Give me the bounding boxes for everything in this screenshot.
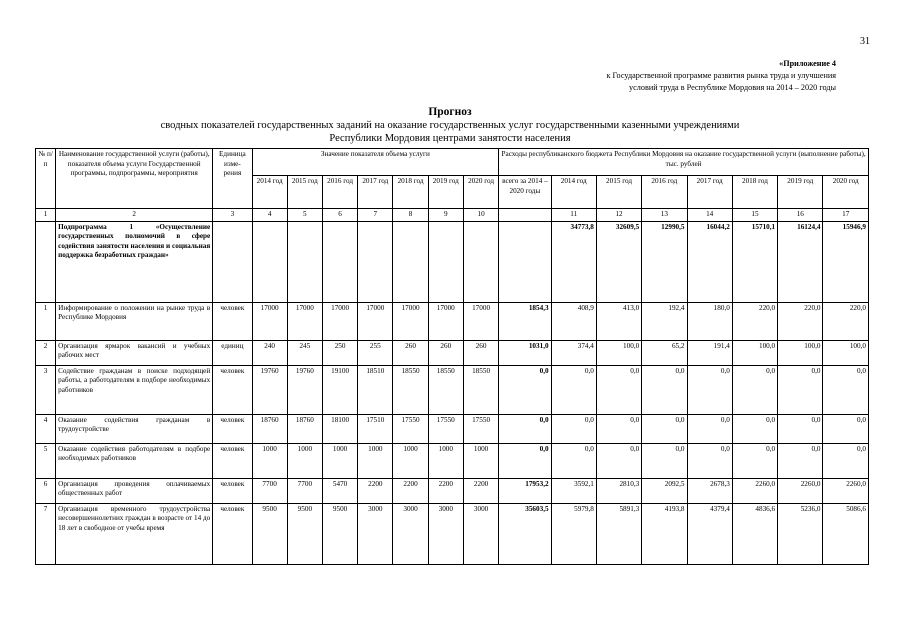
row-expense-value: 408,9	[551, 302, 596, 340]
header-volume-year: 2014 год	[252, 176, 287, 209]
header-expense-year: 2019 год	[778, 176, 823, 209]
row-volume-value: 1000	[463, 443, 498, 478]
header-expense-year: 2016 год	[642, 176, 687, 209]
row-name: Оказание содействия работодателям в подборе необходимых работников	[56, 443, 213, 478]
row-expense-value: 4193,8	[642, 503, 687, 564]
row-volume-value: 18550	[393, 365, 428, 414]
appendix-line-3: условий труда в Республике Мордовия на 2014 – 2020 годы	[629, 83, 836, 92]
row-volume-value: 245	[287, 340, 322, 365]
row-unit: человек	[213, 478, 252, 503]
subprogram-expense: 15710,1	[732, 221, 777, 302]
header-volume-year: 2016 год	[322, 176, 357, 209]
row-volume-value: 2200	[358, 478, 393, 503]
row-expense-value: 0,0	[642, 365, 687, 414]
row-volume-value: 1000	[428, 443, 463, 478]
row-volume-value: 1000	[287, 443, 322, 478]
column-number: 8	[393, 209, 428, 222]
row-expense-value: 0,0	[732, 443, 777, 478]
row-expense-value: 4836,6	[732, 503, 777, 564]
subprogram-expense: 34773,8	[551, 221, 596, 302]
table-row	[36, 414, 869, 443]
row-expense-value: 220,0	[823, 302, 869, 340]
row-expense-value: 2260,0	[732, 478, 777, 503]
row-expense-value: 0,0	[732, 365, 777, 414]
column-number: 6	[322, 209, 357, 222]
table-row	[36, 503, 869, 564]
table-row	[36, 365, 869, 414]
row-expense-value: 100,0	[823, 340, 869, 365]
column-number: 3	[213, 209, 252, 222]
row-unit: человек	[213, 414, 252, 443]
row-volume-value: 9500	[287, 503, 322, 564]
header-volume-year: 2018 год	[393, 176, 428, 209]
row-expense-value: 0,0	[778, 443, 823, 478]
row-expense-total: 1854,3	[499, 302, 551, 340]
row-expense-value: 5891,3	[596, 503, 641, 564]
column-number-row	[36, 209, 869, 222]
header-unit: Единица изме-рения	[213, 149, 252, 209]
row-volume-value: 260	[393, 340, 428, 365]
row-volume-value: 2200	[428, 478, 463, 503]
row-volume-value: 260	[428, 340, 463, 365]
row-unit: человек	[213, 503, 252, 564]
column-number: 10	[463, 209, 498, 222]
row-volume-value: 2200	[463, 478, 498, 503]
row-expense-value: 65,2	[642, 340, 687, 365]
header-volume-year: 2015 год	[287, 176, 322, 209]
column-number: 14	[687, 209, 732, 222]
subprogram-volume	[322, 221, 357, 302]
column-number	[499, 209, 551, 222]
forecast-table	[35, 148, 869, 565]
row-expense-value: 0,0	[642, 414, 687, 443]
row-expense-value: 0,0	[642, 443, 687, 478]
header-volume-group: Значение показателя объема услуги	[252, 149, 499, 176]
row-num: 5	[36, 443, 56, 478]
row-volume-value: 3000	[463, 503, 498, 564]
row-volume-value: 18760	[287, 414, 322, 443]
header-expense-group: Расходы республиканского бюджета Республики Мордовия на оказание государственной услуги (выполнение работы), тыс. рублей	[499, 149, 869, 176]
row-volume-value: 18550	[463, 365, 498, 414]
row-expense-value: 100,0	[732, 340, 777, 365]
row-volume-value: 18100	[322, 414, 357, 443]
row-expense-value: 191,4	[687, 340, 732, 365]
header-name: Наименование государственной услуги (работы), показателя объема услуги Государственной программы, подпрограммы, мероприятия	[56, 149, 213, 209]
subprogram-volume	[463, 221, 498, 302]
subprogram-expense: 32609,5	[596, 221, 641, 302]
subprogram-expense: 16044,2	[687, 221, 732, 302]
row-volume-value: 7700	[287, 478, 322, 503]
title-line-1: Прогноз	[428, 106, 472, 118]
row-volume-value: 19100	[322, 365, 357, 414]
row-volume-value: 18760	[252, 414, 287, 443]
header-expense-year: 2015 год	[596, 176, 641, 209]
row-expense-total: 17953,2	[499, 478, 551, 503]
row-expense-value: 2092,5	[642, 478, 687, 503]
row-expense-value: 0,0	[687, 443, 732, 478]
header-expense-year: 2020 год	[823, 176, 869, 209]
column-number: 12	[596, 209, 641, 222]
page-number: 31	[860, 36, 870, 47]
row-num: 1	[36, 302, 56, 340]
row-unit: человек	[213, 302, 252, 340]
row-expense-value: 192,4	[642, 302, 687, 340]
row-expense-value: 3592,1	[551, 478, 596, 503]
column-number: 1	[36, 209, 56, 222]
row-expense-value: 0,0	[596, 414, 641, 443]
header-volume-year: 2020 год	[463, 176, 498, 209]
row-volume-value: 17510	[358, 414, 393, 443]
row-name: Организация проведения оплачиваемых общественных работ	[56, 478, 213, 503]
row-name: Содействие гражданам в поиске подходящей работы, а работодателям в подборе необходимых работников	[56, 365, 213, 414]
row-volume-value: 7700	[252, 478, 287, 503]
row-expense-total: 0,0	[499, 414, 551, 443]
row-expense-value: 413,0	[596, 302, 641, 340]
row-volume-value: 240	[252, 340, 287, 365]
row-num: 2	[36, 340, 56, 365]
row-expense-value: 0,0	[551, 414, 596, 443]
subprogram-expense: 16124,4	[778, 221, 823, 302]
subprogram-volume	[287, 221, 322, 302]
column-number: 13	[642, 209, 687, 222]
row-expense-value: 5236,0	[778, 503, 823, 564]
row-volume-value: 17000	[287, 302, 322, 340]
row-volume-value: 18550	[428, 365, 463, 414]
header-expense-year: 2017 год	[687, 176, 732, 209]
row-num: 3	[36, 365, 56, 414]
header-expense-year: 2014 год	[551, 176, 596, 209]
row-volume-value: 17000	[393, 302, 428, 340]
row-expense-value: 2260,0	[778, 478, 823, 503]
row-expense-value: 220,0	[732, 302, 777, 340]
row-volume-value: 17000	[322, 302, 357, 340]
title-line-3: Республики Мордовия центрами занятости населения	[329, 133, 571, 144]
row-expense-value: 100,0	[778, 340, 823, 365]
column-number: 7	[358, 209, 393, 222]
row-expense-value: 0,0	[823, 365, 869, 414]
row-name: Организация временного трудоустройства несовершеннолетних граждан в возрасте от 14 до 18 лет в свободное от учебы время	[56, 503, 213, 564]
row-expense-value: 0,0	[778, 365, 823, 414]
subprogram-volume	[428, 221, 463, 302]
row-volume-value: 17550	[463, 414, 498, 443]
subprogram-expense: 12990,5	[642, 221, 687, 302]
row-expense-value: 374,4	[551, 340, 596, 365]
column-number: 15	[732, 209, 777, 222]
row-expense-value: 2678,3	[687, 478, 732, 503]
header-expense-year: 2018 год	[732, 176, 777, 209]
row-volume-value: 250	[322, 340, 357, 365]
subprogram-expense: 15946,9	[823, 221, 869, 302]
column-number: 4	[252, 209, 287, 222]
row-volume-value: 19760	[287, 365, 322, 414]
row-expense-value: 0,0	[823, 414, 869, 443]
row-name: Информирование о положении на рынке труда в Республике Мордовия	[56, 302, 213, 340]
row-volume-value: 17000	[463, 302, 498, 340]
row-volume-value: 3000	[428, 503, 463, 564]
row-volume-value: 2200	[393, 478, 428, 503]
row-expense-value: 0,0	[823, 443, 869, 478]
row-expense-total: 0,0	[499, 443, 551, 478]
row-expense-value: 0,0	[687, 414, 732, 443]
column-number: 16	[778, 209, 823, 222]
row-expense-total: 0,0	[499, 365, 551, 414]
row-expense-total: 35603,5	[499, 503, 551, 564]
header-expense-total: всего за 2014 – 2020 годы	[499, 176, 551, 209]
row-expense-value: 0,0	[687, 365, 732, 414]
table-row	[36, 478, 869, 503]
row-expense-value: 220,0	[778, 302, 823, 340]
row-expense-value: 100,0	[596, 340, 641, 365]
row-expense-value: 0,0	[596, 365, 641, 414]
table-row	[36, 443, 869, 478]
row-volume-value: 17550	[393, 414, 428, 443]
row-volume-value: 18510	[358, 365, 393, 414]
row-volume-value: 3000	[393, 503, 428, 564]
row-volume-value: 17550	[428, 414, 463, 443]
row-unit: человек	[213, 365, 252, 414]
row-expense-value: 0,0	[778, 414, 823, 443]
header-volume-year: 2019 год	[428, 176, 463, 209]
row-expense-value: 0,0	[596, 443, 641, 478]
row-volume-value: 1000	[252, 443, 287, 478]
row-volume-value: 5470	[322, 478, 357, 503]
row-volume-value: 9500	[252, 503, 287, 564]
row-volume-value: 1000	[358, 443, 393, 478]
row-expense-value: 180,0	[687, 302, 732, 340]
appendix-line-2: к Государственной программе развития рынка труда и улучшения	[606, 71, 836, 80]
subprogram-volume	[393, 221, 428, 302]
subprogram-total	[499, 221, 551, 302]
row-volume-value: 255	[358, 340, 393, 365]
row-unit: человек	[213, 443, 252, 478]
row-name: Организация ярмарок вакансий и учебных рабочих мест	[56, 340, 213, 365]
column-number: 17	[823, 209, 869, 222]
subprogram-unit	[213, 221, 252, 302]
row-num: 7	[36, 503, 56, 564]
subprogram-row	[36, 221, 869, 302]
row-expense-value: 2260,0	[823, 478, 869, 503]
row-volume-value: 9500	[322, 503, 357, 564]
row-num: 6	[36, 478, 56, 503]
subprogram-name: Подпрограмма 1 «Осуществление государственных полномочий в сфере содействия занятости населения и социальная поддержка безработных граждан»	[56, 221, 213, 302]
row-expense-value: 4379,4	[687, 503, 732, 564]
row-volume-value: 19760	[252, 365, 287, 414]
column-number: 5	[287, 209, 322, 222]
row-volume-value: 1000	[393, 443, 428, 478]
row-volume-value: 17000	[428, 302, 463, 340]
column-number: 11	[551, 209, 596, 222]
row-unit: единиц	[213, 340, 252, 365]
column-number: 2	[56, 209, 213, 222]
table-row	[36, 340, 869, 365]
appendix-title: «Приложение 4	[779, 59, 836, 68]
row-expense-total: 1031,0	[499, 340, 551, 365]
row-num: 4	[36, 414, 56, 443]
title-line-2: сводных показателей государственных заданий на оказание государственных услуг государственными казенными учреждениями	[160, 120, 740, 131]
document-title	[90, 105, 810, 145]
subprogram-volume	[252, 221, 287, 302]
row-expense-value: 2810,3	[596, 478, 641, 503]
subprogram-num	[36, 221, 56, 302]
row-volume-value: 17000	[252, 302, 287, 340]
row-expense-value: 0,0	[732, 414, 777, 443]
row-volume-value: 260	[463, 340, 498, 365]
row-expense-value: 0,0	[551, 443, 596, 478]
row-volume-value: 17000	[358, 302, 393, 340]
appendix-note	[476, 58, 836, 94]
row-volume-value: 3000	[358, 503, 393, 564]
table-row	[36, 302, 869, 340]
column-number: 9	[428, 209, 463, 222]
row-name: Оказание содействия гражданам в трудоустройстве	[56, 414, 213, 443]
row-volume-value: 1000	[322, 443, 357, 478]
row-expense-value: 5979,8	[551, 503, 596, 564]
header-volume-year: 2017 год	[358, 176, 393, 209]
subprogram-volume	[358, 221, 393, 302]
row-expense-value: 5086,6	[823, 503, 869, 564]
header-num: № п/п	[36, 149, 56, 209]
row-expense-value: 0,0	[551, 365, 596, 414]
